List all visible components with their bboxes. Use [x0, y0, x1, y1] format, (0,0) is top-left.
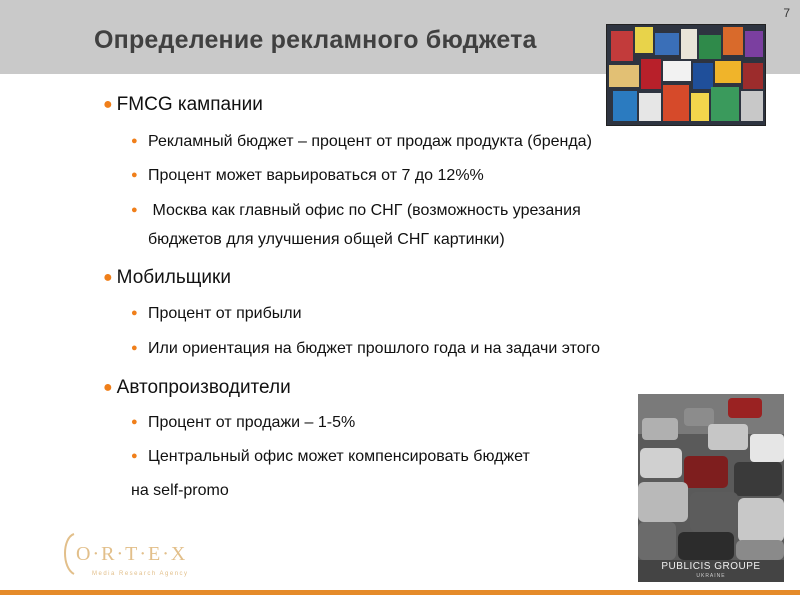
- bullet-dot-icon: ●: [131, 416, 138, 428]
- bullet-dot-icon: ●: [131, 450, 138, 462]
- list-item: [131, 133, 592, 151]
- bullet-dot-icon: ●: [103, 96, 113, 113]
- list-item-continuation: бюджетов для улучшения общей СНГ картинки): [148, 231, 505, 248]
- section-heading-mobile: [103, 267, 231, 289]
- products-photo: [606, 24, 766, 126]
- list-item-text: Или ориентация на бюджет прошлого года и на задачи этого: [148, 340, 601, 357]
- bullet-dot-icon: ●: [131, 307, 138, 319]
- list-item-text: Процент от продажи – 1-5%: [148, 414, 356, 431]
- section-heading-fmcg: [103, 94, 263, 116]
- footer-accent-line: [0, 590, 800, 595]
- publicis-logo-text: PUBLICIS GROUPE: [661, 561, 761, 572]
- list-item-text: Москва как главный офис по СНГ (возможность урезания: [148, 202, 581, 219]
- slide-number: 7: [783, 6, 790, 20]
- list-item-text: Процент может варьироваться от 7 до 12%%: [148, 167, 484, 184]
- list-item-text: Рекламный бюджет – процент от продаж продукта (бренда): [148, 133, 592, 150]
- list-item: [131, 340, 600, 358]
- publicis-logo: [638, 560, 784, 582]
- bullet-dot-icon: ●: [131, 169, 138, 181]
- bullet-dot-icon: ●: [103, 269, 113, 286]
- publicis-logo-subtext: UKRAINE: [696, 573, 726, 579]
- traffic-photo: [638, 394, 784, 560]
- cortex-logo: [60, 528, 195, 580]
- section-heading-auto: [103, 377, 291, 399]
- bullet-dot-icon: ●: [103, 379, 113, 396]
- list-item: [131, 448, 530, 466]
- bullet-dot-icon: ●: [131, 135, 138, 147]
- svg-text:Media Research Agency: Media Research Agency: [92, 571, 189, 577]
- list-item-text: Процент от прибыли: [148, 305, 302, 322]
- bullet-dot-icon: ●: [131, 204, 138, 216]
- section-heading-text: FMCG кампании: [116, 94, 263, 115]
- section-heading-text: Мобильщики: [116, 267, 231, 288]
- list-item: [131, 305, 302, 323]
- list-item: [131, 414, 355, 432]
- bullet-dot-icon: ●: [131, 342, 138, 354]
- section-heading-text: Автопроизводители: [116, 377, 291, 398]
- list-item: [131, 202, 581, 220]
- svg-text:O·R·T·E·X: O·R·T·E·X: [76, 543, 188, 565]
- list-item-text: Центральный офис может компенсировать бюджет: [148, 448, 530, 465]
- list-item: [131, 167, 484, 185]
- slide-title: Определение рекламного бюджета: [94, 26, 537, 54]
- list-item-continuation: на self-promo: [131, 482, 229, 499]
